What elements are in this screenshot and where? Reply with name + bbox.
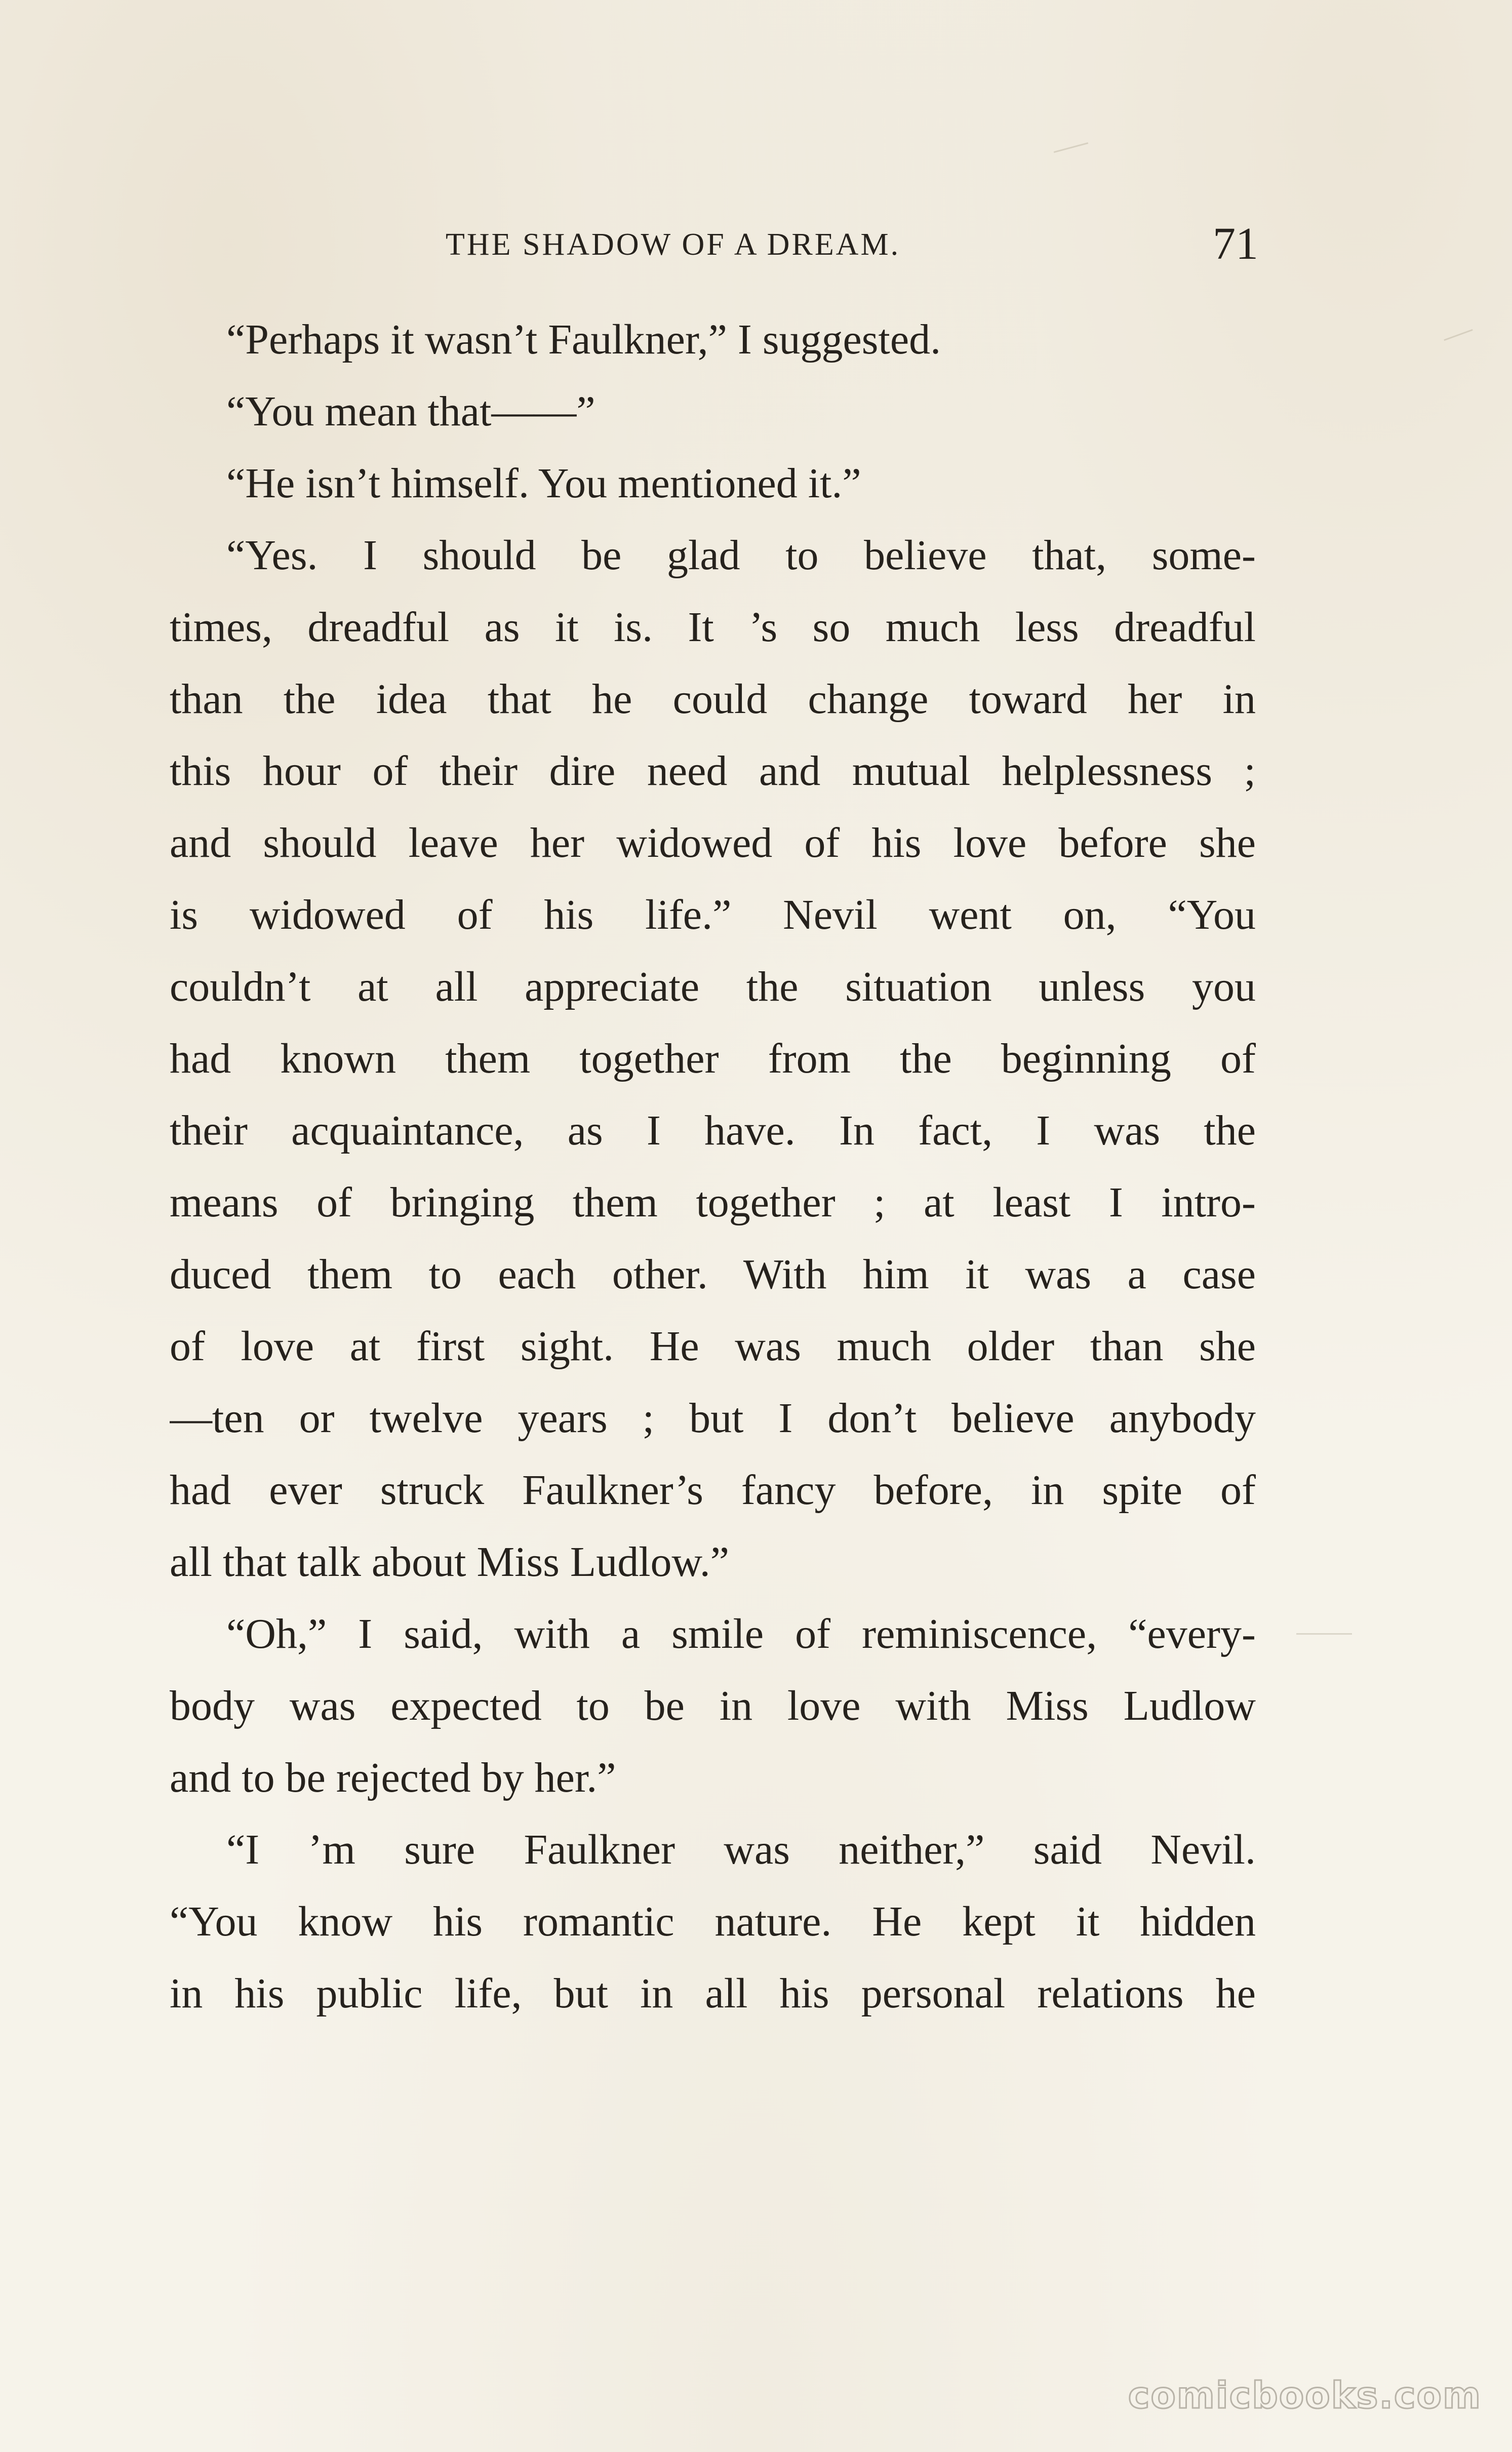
paper-blemish (1054, 142, 1088, 153)
text-line: than the idea that he could change toward her in (170, 676, 1256, 723)
text-line: duced them to each other. With him it was a case (170, 1251, 1256, 1298)
text-line: and should leave her widowed of his love before she (170, 819, 1256, 866)
text-line: “You mean that——” (226, 388, 595, 435)
paper-blemish (1444, 329, 1473, 341)
text-line: “I ’m sure Faulkner was neither,” said Nevil. (226, 1826, 1256, 1873)
text-line: and to be rejected by her.” (170, 1754, 616, 1801)
text-line: all that talk about Miss Ludlow.” (170, 1538, 730, 1586)
page-number: 71 (1213, 219, 1258, 269)
text-line: this hour of their dire need and mutual helplessness ; (170, 747, 1256, 795)
text-line: body was expected to be in love with Miss Ludlow (170, 1682, 1256, 1729)
page-header (446, 218, 1258, 279)
text-line: had ever struck Faulkner’s fancy before, in spite of (170, 1467, 1256, 1514)
text-line: means of bringing them together ; at least I intro- (170, 1179, 1256, 1226)
text-line: their acquaintance, as I have. In fact, I was the (170, 1107, 1256, 1154)
text-line: had known them together from the beginning of (170, 1035, 1256, 1082)
text-line: “He isn’t himself. You mentioned it.” (226, 460, 861, 507)
running-title: THE SHADOW OF A DREAM. (446, 227, 901, 262)
text-line: —ten or twelve years ; but I don’t believe anybody (170, 1395, 1256, 1442)
text-line: “Yes. I should be glad to believe that, some- (226, 532, 1256, 579)
body-text (170, 304, 1256, 2030)
paper-blemish (1296, 1633, 1352, 1635)
text-line: in his public life, but in all his personal relations he (170, 1970, 1256, 2017)
text-line: “Oh,” I said, with a smile of reminiscence, “every- (226, 1610, 1256, 1657)
watermark-logo: comicbooks.com (1128, 2374, 1482, 2417)
text-line: times, dreadful as it is. It ’s so much less dreadful (170, 604, 1256, 651)
text-line: “You know his romantic nature. He kept it hidden (170, 1898, 1256, 1945)
text-line: of love at first sight. He was much older than she (170, 1323, 1256, 1370)
text-line: is widowed of his life.” Nevil went on, “You (170, 891, 1256, 938)
text-line: “Perhaps it wasn’t Faulkner,” I suggested. (226, 316, 941, 363)
text-line: couldn’t at all appreciate the situation unless you (170, 963, 1256, 1010)
